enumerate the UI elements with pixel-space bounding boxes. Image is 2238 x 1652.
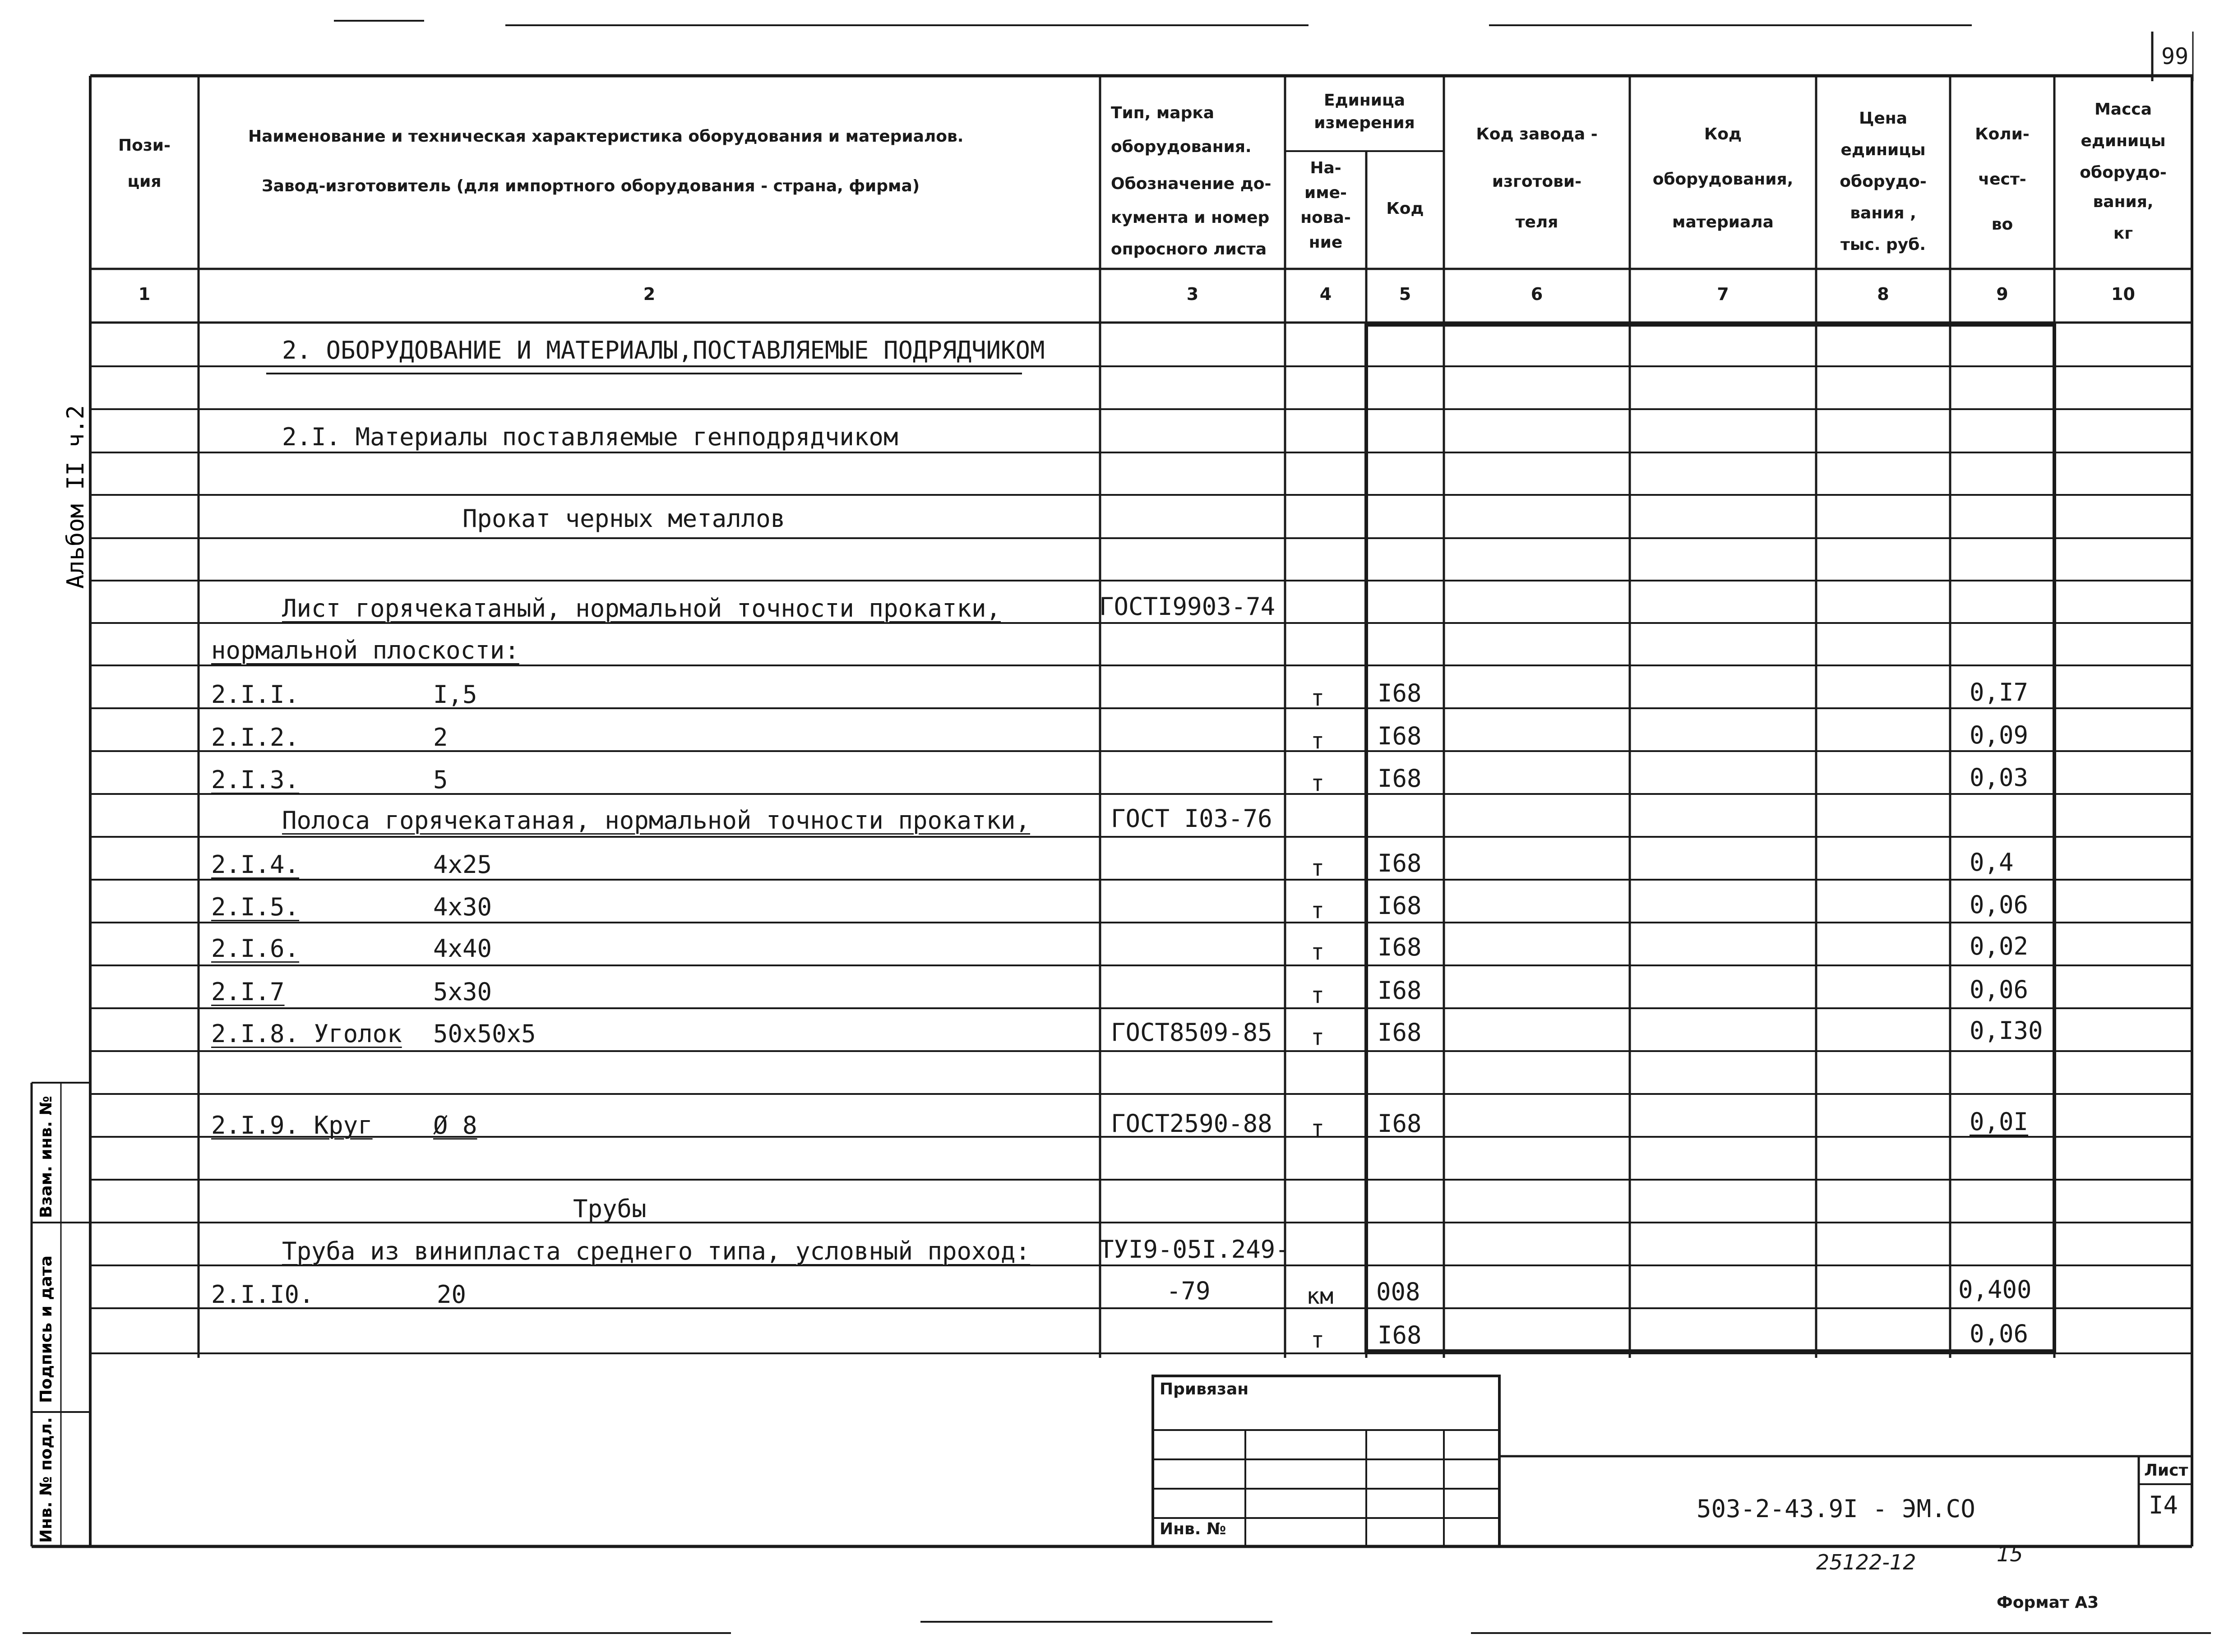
item-size: Ø 8 bbox=[433, 1111, 477, 1140]
header-unit-a: Единица bbox=[1324, 91, 1405, 110]
item-position: 2.I.5. bbox=[211, 893, 300, 921]
header-col10-b: единицы bbox=[2081, 132, 2166, 150]
column-number: 9 bbox=[1996, 284, 2008, 304]
item-unit: т bbox=[1311, 897, 1325, 923]
vzam-inv-label: Взам. инв. № bbox=[37, 1096, 55, 1218]
header-col3-d: кумента и номер bbox=[1111, 208, 1270, 227]
item-qty: 0,03 bbox=[1970, 763, 2029, 792]
item-size: 5x30 bbox=[433, 978, 492, 1006]
header-col10-e: кг bbox=[2113, 224, 2133, 243]
column-number: 5 bbox=[1399, 284, 1411, 304]
item-doc: ГОСТ I03-76 bbox=[1111, 804, 1272, 833]
item-code: I68 bbox=[1378, 891, 1422, 920]
inv-no-label: Инв. № bbox=[1160, 1520, 1226, 1538]
item-qty: 0,02 bbox=[1970, 932, 2029, 960]
item-code: I68 bbox=[1378, 1109, 1422, 1138]
header-col10-a: Масса bbox=[2094, 100, 2152, 119]
item-position: 2.I.6. bbox=[211, 934, 300, 963]
item-size: 5 bbox=[433, 766, 448, 794]
header-col6-b: изготови- bbox=[1492, 172, 1582, 191]
header-col10-c: оборудо- bbox=[2080, 163, 2167, 182]
inv-podl-label: Инв. № подл. bbox=[37, 1417, 55, 1543]
item-position: 2.I.7 bbox=[211, 978, 285, 1006]
header-col2-a: Наименование и техническая характеристика оборудования и материалов. bbox=[248, 127, 964, 146]
item-code: I68 bbox=[1378, 933, 1422, 961]
item-position: 2.I.8. Уголок bbox=[211, 1020, 402, 1048]
album-label: Альбом II ч.2 bbox=[62, 405, 89, 589]
column-number: 4 bbox=[1319, 284, 1332, 304]
column-number: 3 bbox=[1186, 284, 1199, 304]
handwritten-page: 15 bbox=[1997, 1542, 2023, 1566]
header-col3-a: Тип, марка bbox=[1111, 104, 1215, 122]
header-col8-a: Цена bbox=[1859, 109, 1907, 128]
header-col8-d: вания , bbox=[1850, 204, 1916, 222]
item-code: I68 bbox=[1378, 976, 1422, 1005]
header-col2-b: Завод-изготовитель (для импортного оборудования - страна, фирма) bbox=[262, 177, 920, 195]
column-number: 1 bbox=[138, 284, 151, 304]
item-qty: 0,4 bbox=[1970, 848, 2014, 877]
item-size: 50x50x5 bbox=[433, 1020, 536, 1048]
format-label: Формат А3 bbox=[1997, 1593, 2099, 1612]
sheet-label: Лист bbox=[2144, 1461, 2188, 1480]
item-position: 2.I.2. bbox=[211, 723, 300, 752]
header-col1-a: Пози- bbox=[118, 136, 171, 155]
item-unit: т bbox=[1311, 685, 1325, 711]
document-code: 503-2-43.9I - ЭМ.СО bbox=[1697, 1495, 1975, 1523]
column-number: 10 bbox=[2111, 284, 2135, 304]
header-col3-b: оборудования. bbox=[1111, 138, 1252, 156]
item-size: 2 bbox=[433, 723, 448, 752]
item-qty: 0,0I bbox=[1970, 1107, 2029, 1136]
header-col9-b: чест- bbox=[1978, 170, 2026, 189]
item-doc: ГОСТ2590-88 bbox=[1111, 1109, 1272, 1138]
header-col8-e: тыс. руб. bbox=[1840, 235, 1926, 254]
item-code: I68 bbox=[1378, 764, 1422, 793]
item-code: I68 bbox=[1378, 722, 1422, 750]
section-title: 2. ОБОРУДОВАНИЕ И МАТЕРИАЛЫ,ПОСТАВЛЯЕМЫЕ ПОДРЯДЧИКОМ bbox=[282, 336, 1045, 365]
subsection-title: 2.I. Материалы поставляемые генподрядчиком bbox=[282, 423, 898, 451]
item-code: I68 bbox=[1378, 1018, 1422, 1047]
item-code: I68 bbox=[1378, 1321, 1422, 1349]
item-qty: 0,06 bbox=[1970, 1320, 2029, 1348]
item-size: I,5 bbox=[433, 680, 477, 709]
privyazan-label: Привязан bbox=[1160, 1380, 1249, 1398]
header-col1-b: ция bbox=[127, 172, 162, 191]
item-unit: т bbox=[1311, 1115, 1325, 1141]
item-unit: т bbox=[1311, 855, 1325, 881]
header-col8-c: оборудо- bbox=[1840, 172, 1927, 191]
item-position: 2.I.4. bbox=[211, 850, 300, 879]
column-number: 8 bbox=[1877, 284, 1889, 304]
column-number: 7 bbox=[1717, 284, 1729, 304]
header-col3-e: опросного листа bbox=[1111, 240, 1267, 258]
header-col5: Код bbox=[1386, 199, 1424, 218]
header-col4-b: име- bbox=[1304, 184, 1347, 202]
item-size: 20 bbox=[437, 1280, 467, 1309]
header-col10-d: вания, bbox=[2093, 193, 2154, 211]
item-code: I68 bbox=[1378, 679, 1422, 707]
item-unit: т bbox=[1311, 982, 1325, 1008]
group-title-truby: Трубы bbox=[573, 1195, 647, 1223]
item-unit: т bbox=[1311, 939, 1325, 965]
item-description: Полоса горячекатаная, нормальной точности прокатки, bbox=[282, 806, 1031, 835]
item-unit: т bbox=[1311, 770, 1325, 796]
header-col3-c: Обозначение до- bbox=[1111, 175, 1272, 193]
header-col7-a: Код bbox=[1704, 125, 1742, 143]
item-size: 4x40 bbox=[433, 934, 492, 963]
page-number: 99 bbox=[2161, 43, 2189, 69]
item-doc: ГОСТI9903-74 bbox=[1099, 592, 1276, 621]
item-position: 2.I.9. Круг bbox=[211, 1111, 373, 1140]
item-qty: 0,400 bbox=[1958, 1275, 2032, 1304]
column-number: 2 bbox=[643, 284, 656, 304]
column-number: 6 bbox=[1531, 284, 1543, 304]
item-unit: т bbox=[1311, 728, 1325, 754]
item-qty: 0,06 bbox=[1970, 891, 2029, 919]
item-qty: 0,06 bbox=[1970, 975, 2029, 1004]
item-doc: ТУI9-05I.249- bbox=[1099, 1235, 1290, 1264]
header-col4-c: нова- bbox=[1300, 208, 1351, 227]
podpis-data-label: Подпись и дата bbox=[37, 1255, 55, 1403]
item-description: Лист горячекатаный, нормальной точности прокатки, bbox=[282, 594, 1001, 623]
header-col6-c: теля bbox=[1515, 213, 1558, 231]
sheet-number: I4 bbox=[2149, 1491, 2178, 1519]
header-col4-d: ние bbox=[1309, 233, 1343, 252]
item-doc: -79 bbox=[1166, 1277, 1211, 1305]
item-size: 4x30 bbox=[433, 893, 492, 921]
group-title-prokat: Прокат черных металлов bbox=[462, 504, 786, 533]
header-col7-b: оборудования, bbox=[1652, 170, 1794, 189]
item-qty: 0,I30 bbox=[1970, 1016, 2043, 1045]
item-description: нормальной плоскости: bbox=[211, 636, 519, 664]
header-col9-c: во bbox=[1991, 215, 2013, 234]
header-unit-b: измерения bbox=[1314, 114, 1415, 132]
item-unit: км bbox=[1306, 1283, 1334, 1309]
header-col9-a: Коли- bbox=[1975, 125, 2030, 143]
header-col6-a: Код завода - bbox=[1476, 125, 1598, 143]
item-size: 4x25 bbox=[433, 850, 492, 879]
item-qty: 0,I7 bbox=[1970, 678, 2029, 706]
header-col4-a: На- bbox=[1310, 159, 1341, 177]
item-description: Труба из винипласта среднего типа, условный проход: bbox=[282, 1237, 1031, 1265]
handwritten-number: 25122-12 bbox=[1816, 1550, 1916, 1574]
item-position: 2.I.I. bbox=[211, 680, 300, 709]
item-unit: т bbox=[1311, 1024, 1325, 1050]
item-code: 008 bbox=[1376, 1278, 1420, 1306]
item-doc: ГОСТ8509-85 bbox=[1111, 1018, 1272, 1047]
item-position: 2.I.3. bbox=[211, 766, 300, 794]
item-position: 2.I.I0. bbox=[211, 1280, 314, 1309]
item-unit: т bbox=[1311, 1327, 1325, 1353]
header-col7-c: материала bbox=[1672, 213, 1774, 231]
item-qty: 0,09 bbox=[1970, 721, 2029, 749]
header-col8-b: единицы bbox=[1840, 141, 1926, 159]
item-code: I68 bbox=[1378, 849, 1422, 877]
